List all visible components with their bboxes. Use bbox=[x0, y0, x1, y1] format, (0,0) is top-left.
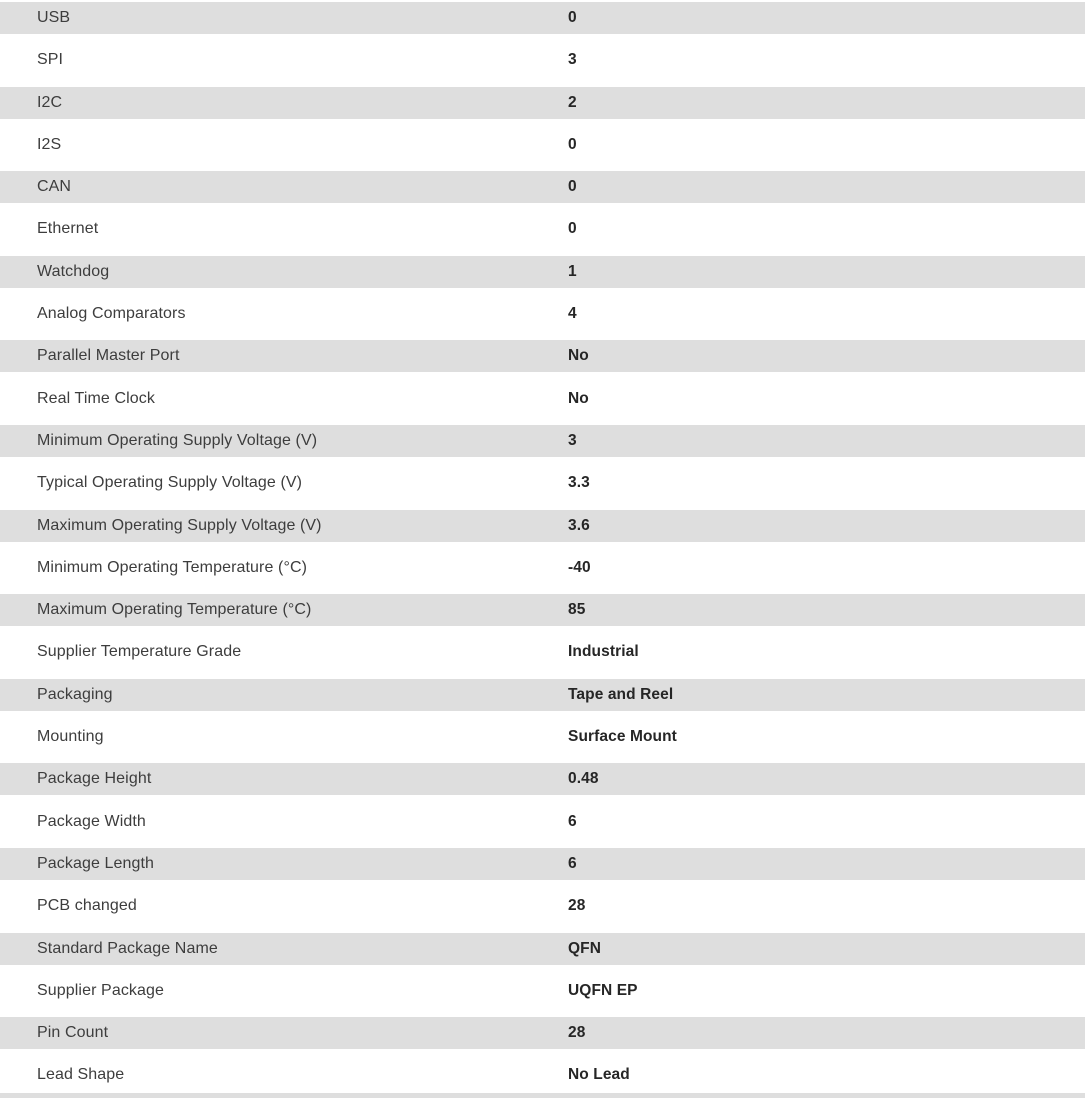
spec-attribute-label: Lead Shape bbox=[37, 1066, 125, 1084]
spec-table-row bbox=[0, 763, 1085, 795]
spec-attribute-label: Maximum Operating Supply Voltage (V) bbox=[37, 516, 322, 534]
spec-attribute-label: CAN bbox=[37, 178, 72, 196]
spec-table-row bbox=[0, 552, 1085, 584]
spec-table-row bbox=[0, 44, 1085, 76]
spec-attribute-label: I2C bbox=[37, 93, 63, 111]
spec-attribute-label: I2S bbox=[37, 135, 62, 153]
spec-table-row bbox=[0, 636, 1085, 668]
spec-table-row bbox=[0, 129, 1085, 161]
spec-attribute-value: No Lead bbox=[568, 1066, 630, 1084]
spec-attribute-value: UQFN EP bbox=[568, 981, 638, 999]
spec-attribute-value: QFN bbox=[568, 939, 602, 957]
spec-table-row bbox=[0, 425, 1085, 457]
next-row-partial-stripe bbox=[0, 1093, 1085, 1098]
spec-attribute-value: 6 bbox=[568, 854, 577, 872]
spec-table-row bbox=[0, 510, 1085, 542]
spec-table-row bbox=[0, 298, 1085, 330]
spec-attribute-value: 3 bbox=[568, 51, 577, 69]
spec-table-row bbox=[0, 87, 1085, 119]
spec-attribute-value: 85 bbox=[568, 601, 586, 619]
spec-attribute-label: Supplier Package bbox=[37, 981, 165, 999]
spec-table-row bbox=[0, 890, 1085, 922]
spec-table-row bbox=[0, 975, 1085, 1007]
spec-attribute-value: -40 bbox=[568, 558, 591, 576]
spec-attribute-label: Real Time Clock bbox=[37, 389, 155, 407]
spec-attribute-value: 0 bbox=[568, 135, 577, 153]
spec-table-row bbox=[0, 2, 1085, 34]
spec-attribute-label: USB bbox=[37, 9, 71, 26]
spec-attribute-value: 2 bbox=[568, 93, 577, 111]
spec-attribute-value: 1 bbox=[568, 262, 577, 280]
spec-attribute-value: 0 bbox=[568, 178, 577, 196]
spec-table-row bbox=[0, 340, 1085, 372]
spec-attribute-label: SPI bbox=[37, 51, 64, 69]
spec-attribute-label: Maximum Operating Temperature (°C) bbox=[37, 601, 312, 619]
spec-attribute-label: Mounting bbox=[37, 728, 104, 746]
spec-attribute-label: Standard Package Name bbox=[37, 939, 218, 957]
spec-attribute-value: Industrial bbox=[568, 643, 639, 661]
spec-attribute-value: 4 bbox=[568, 305, 577, 323]
spec-table-row bbox=[0, 171, 1085, 203]
spec-table-row bbox=[0, 594, 1085, 626]
spec-attribute-label: Pin Count bbox=[37, 1024, 109, 1042]
spec-attribute-value: 0.48 bbox=[568, 770, 599, 788]
spec-attribute-label: Typical Operating Supply Voltage (V) bbox=[37, 474, 303, 492]
spec-attribute-label: Watchdog bbox=[37, 262, 110, 280]
spec-attribute-value: 3.3 bbox=[568, 474, 590, 492]
spec-table-row bbox=[0, 848, 1085, 880]
spec-attribute-value: Surface Mount bbox=[568, 728, 677, 746]
spec-attribute-label: Parallel Master Port bbox=[37, 347, 180, 365]
spec-attribute-value: 0 bbox=[568, 220, 577, 238]
spec-table-row bbox=[0, 1059, 1085, 1091]
spec-attribute-label: Package Length bbox=[37, 854, 155, 872]
spec-attribute-value: 3.6 bbox=[568, 516, 590, 534]
spec-attribute-value: Tape and Reel bbox=[568, 685, 674, 703]
spec-table-row bbox=[0, 721, 1085, 753]
spec-table-row bbox=[0, 806, 1085, 838]
spec-table-row bbox=[0, 256, 1085, 288]
spec-attribute-label: Ethernet bbox=[37, 220, 99, 238]
spec-attribute-value: 28 bbox=[568, 1024, 586, 1042]
spec-table-row bbox=[0, 467, 1085, 499]
spec-attribute-label: Supplier Temperature Grade bbox=[37, 643, 242, 661]
spec-table-row bbox=[0, 933, 1085, 965]
spec-attribute-value: No bbox=[568, 389, 589, 407]
spec-attribute-value: 0 bbox=[568, 9, 577, 26]
spec-attribute-label: Package Height bbox=[37, 770, 152, 788]
spec-table-row bbox=[0, 213, 1085, 245]
spec-attribute-label: PCB changed bbox=[37, 897, 137, 915]
spec-attribute-label: Minimum Operating Supply Voltage (V) bbox=[37, 431, 318, 449]
spec-table-row bbox=[0, 679, 1085, 711]
spec-table-row bbox=[0, 383, 1085, 415]
spec-attribute-label: Analog Comparators bbox=[37, 305, 186, 323]
spec-attribute-label: Packaging bbox=[37, 685, 113, 703]
spec-attribute-label: Minimum Operating Temperature (°C) bbox=[37, 558, 308, 576]
spec-attribute-value: 6 bbox=[568, 812, 577, 830]
spec-attribute-value: 3 bbox=[568, 431, 577, 449]
spec-attribute-value: 28 bbox=[568, 897, 586, 915]
spec-attribute-value: No bbox=[568, 347, 589, 365]
spec-table-row bbox=[0, 1017, 1085, 1049]
spec-attribute-label: Package Width bbox=[37, 812, 146, 830]
